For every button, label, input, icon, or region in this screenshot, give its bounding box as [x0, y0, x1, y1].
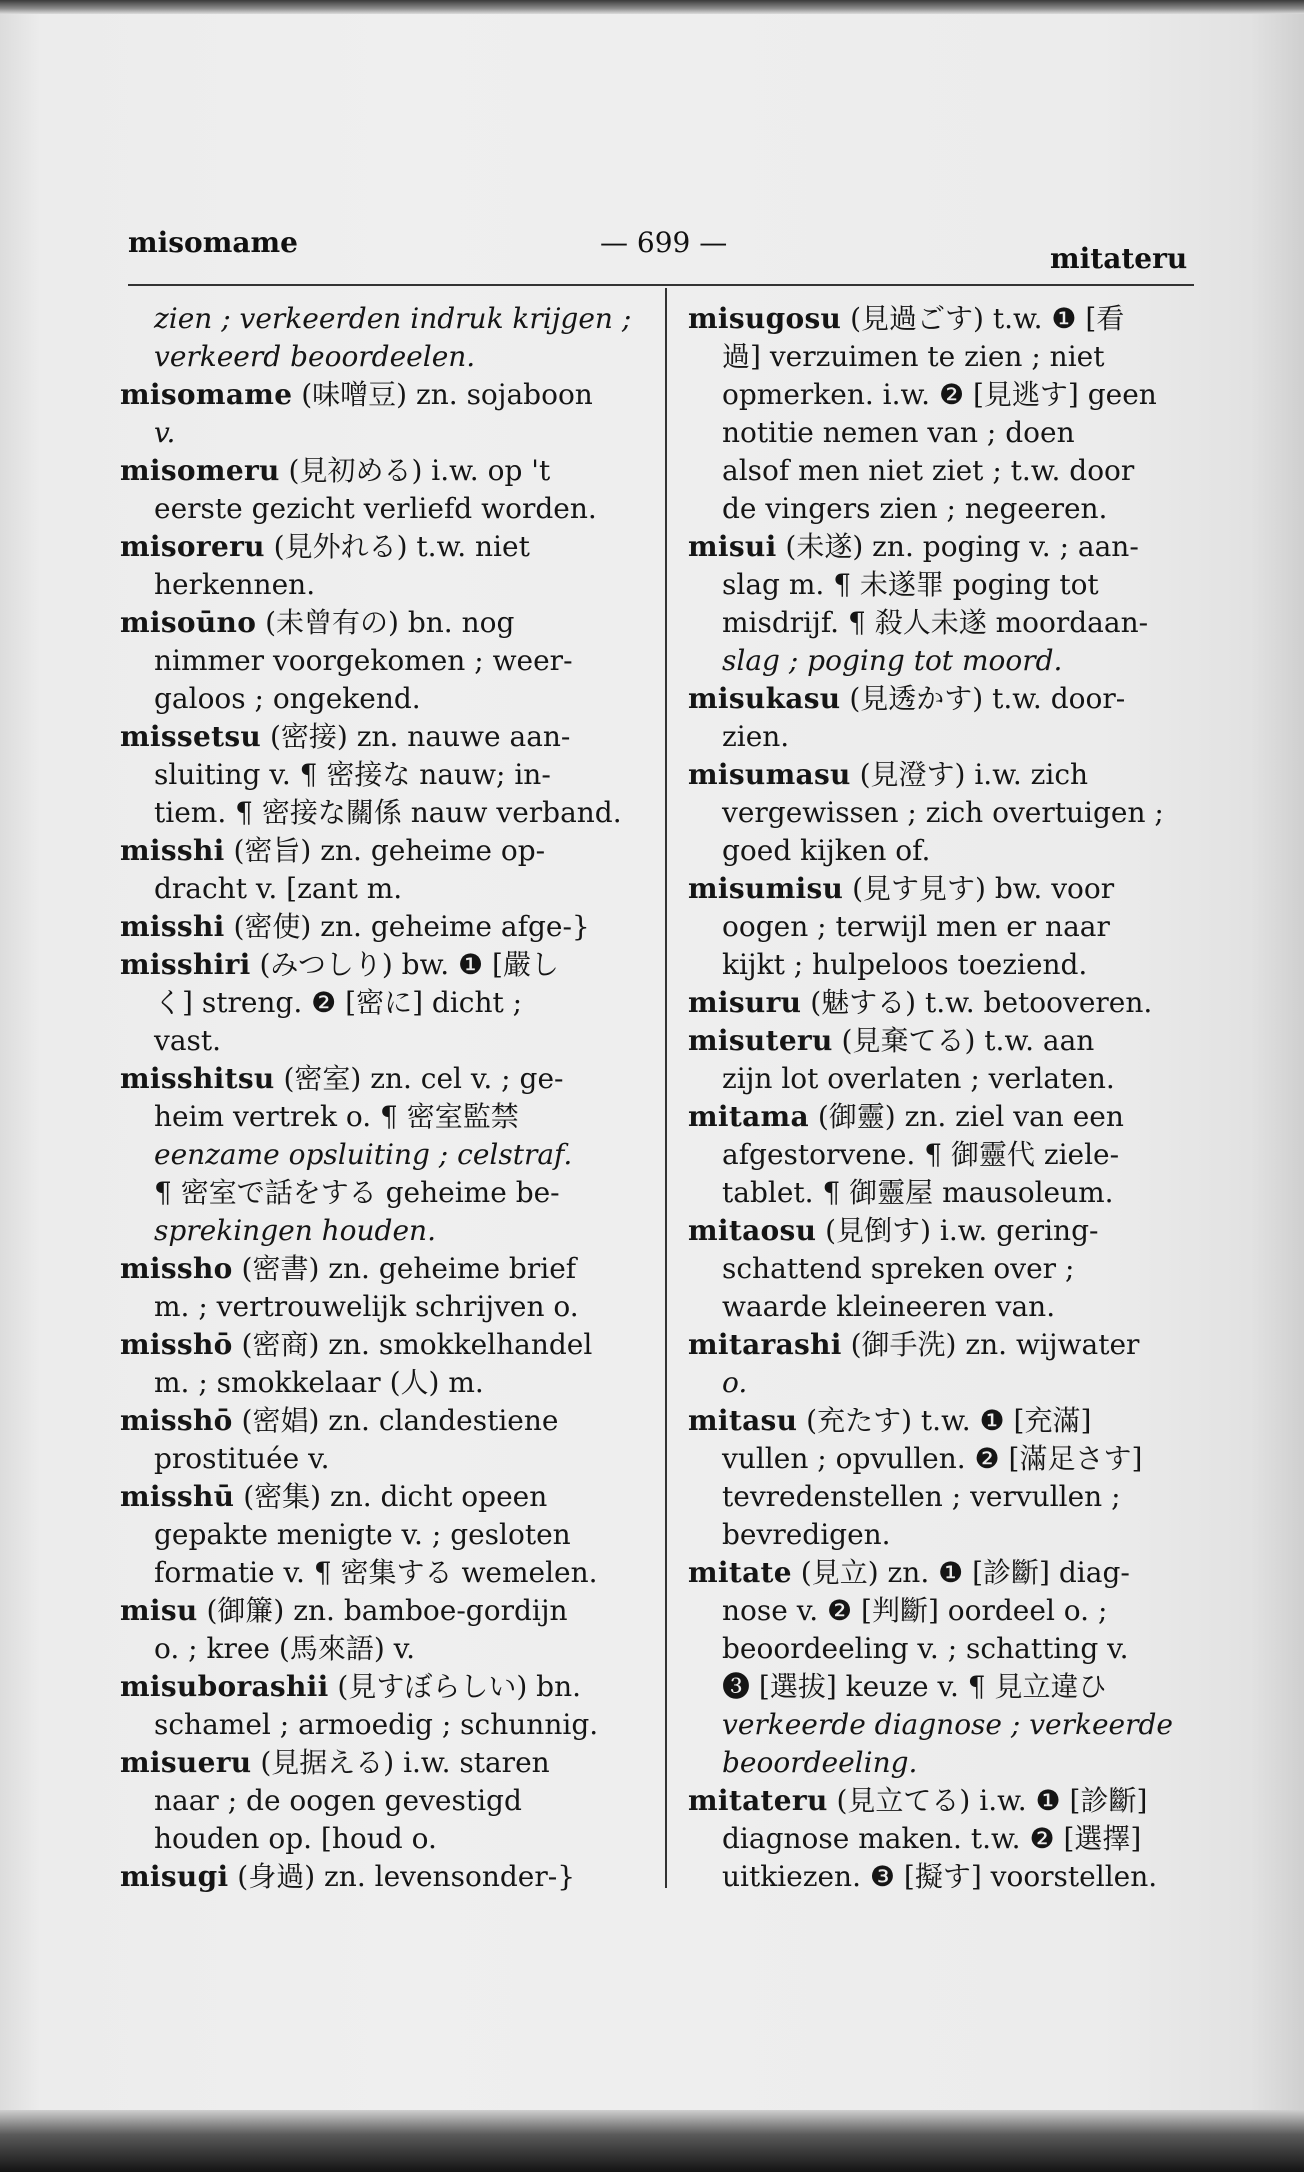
definition-text: gepakte menigte v. ; gesloten — [154, 1518, 571, 1551]
entry-line — [120, 414, 648, 452]
running-head-right: mitateru — [1050, 242, 1188, 275]
entry-line — [120, 794, 648, 832]
definition-text: (見倒す) i.w. gering- — [816, 1214, 1099, 1247]
definition-text: (見立てる) i.w. ❶ [診斷] — [827, 1784, 1148, 1817]
headword: misukasu — [688, 682, 841, 715]
definition-text: vast. — [154, 1024, 222, 1057]
entry-line — [120, 1440, 648, 1478]
definition-text: く] streng. ❷ [密に] dicht ; — [154, 986, 523, 1019]
headword: misu — [120, 1594, 198, 1627]
entry-line — [120, 1630, 648, 1668]
definition-text: (みつしり) bw. ❶ [嚴し — [250, 948, 559, 981]
entry-line — [120, 1592, 648, 1630]
headword: misomame — [120, 378, 293, 411]
definition-text: (密使) zn. geheime afge-} — [224, 910, 590, 943]
entry-line — [120, 756, 648, 794]
entry-line — [120, 680, 648, 718]
headword: misui — [688, 530, 777, 563]
definition-text: opmerken. i.w. ❷ [見逃す] geen — [722, 378, 1157, 411]
headword: misoreru — [120, 530, 265, 563]
definition-text: (見すぼらしい) bn. — [328, 1670, 582, 1703]
entry-line — [120, 642, 648, 680]
definition-text: alsof men niet ziet ; t.w. door — [722, 454, 1135, 487]
definition-text: 過] verzuimen te zien ; niet — [722, 340, 1105, 373]
entry-line — [688, 1630, 1204, 1668]
definition-text: (御簾) zn. bamboe-gordijn — [197, 1594, 568, 1627]
headword: misoūno — [120, 606, 257, 639]
entry-line — [120, 1706, 648, 1744]
definition-text: (密書) zn. geheime brief — [232, 1252, 577, 1285]
definition-text: (御靈) zn. ziel van een — [808, 1100, 1124, 1133]
definition-text: schattend spreken over ; — [722, 1252, 1075, 1285]
headword: mitate — [688, 1556, 792, 1589]
entry-line — [120, 946, 648, 984]
entry-line — [688, 452, 1204, 490]
definition-text: vullen ; opvullen. ❷ [滿足さす] — [722, 1442, 1143, 1475]
entry-line — [688, 1668, 1204, 1706]
left-column — [120, 300, 648, 1896]
definition-text: zijn lot overlaten ; verlaten. — [722, 1062, 1115, 1095]
definition-text: o. ; kree (馬來語) v. — [154, 1632, 416, 1665]
definition-text: formatie v. ¶ 密集する wemelen. — [154, 1556, 598, 1589]
column-divider — [665, 288, 667, 1888]
headword: misshō — [120, 1404, 233, 1437]
entry-line — [688, 642, 1204, 680]
entry-line — [688, 718, 1204, 756]
entry-line — [688, 1288, 1204, 1326]
definition-text: houden op. [houd o. — [154, 1822, 437, 1855]
definition-text: ❸ [選拔] keuze v. ¶ 見立違ひ — [722, 1670, 1107, 1703]
definition-text: afgestorvene. ¶ 御靈代 ziele- — [722, 1138, 1120, 1171]
page-bottom-shadow — [0, 2110, 1304, 2172]
definition-text: sluiting v. ¶ 密接な nauw; in- — [154, 758, 551, 791]
headword: mitaosu — [688, 1214, 817, 1247]
headword: misumisu — [688, 872, 844, 905]
definition-text: verkeerde diagnose ; verkeerde — [722, 1708, 1173, 1741]
definition-text: (身過) zn. levensonder-} — [228, 1860, 576, 1893]
definition-text: uitkiezen. ❸ [擬す] voorstellen. — [722, 1860, 1158, 1893]
entry-line — [688, 870, 1204, 908]
definition-text: (密商) zn. smokkelhandel — [232, 1328, 593, 1361]
right-column — [688, 300, 1204, 1896]
definition-text: (魅する) t.w. betooveren. — [801, 986, 1153, 1019]
entry-line — [688, 794, 1204, 832]
entry-line — [688, 490, 1204, 528]
entry-line — [688, 1250, 1204, 1288]
entry-line — [688, 908, 1204, 946]
headword: misumasu — [688, 758, 851, 791]
definition-text: nose v. ❷ [判斷] oordeel o. ; — [722, 1594, 1108, 1627]
definition-text: tiem. ¶ 密接な關係 nauw verband. — [154, 796, 622, 829]
definition-text: o. — [722, 1366, 748, 1399]
definition-text: (密集) zn. dicht opeen — [234, 1480, 548, 1513]
entry-line — [120, 984, 648, 1022]
entry-line — [120, 376, 648, 414]
page-top-shadow — [0, 0, 1304, 14]
running-head-left: misomame — [128, 226, 298, 259]
definition-text: herkennen. — [154, 568, 316, 601]
entry-line — [688, 1744, 1204, 1782]
entry-line — [120, 1098, 648, 1136]
headword: misueru — [120, 1746, 252, 1779]
definition-text: misdrijf. ¶ 殺人未遂 moordaan- — [722, 606, 1149, 639]
definition-text: eerste gezicht verliefd worden. — [154, 492, 597, 525]
headword: misshi — [120, 910, 225, 943]
definition-text: goed kijken of. — [722, 834, 931, 867]
entry-line — [120, 1136, 648, 1174]
entry-line — [688, 680, 1204, 718]
entry-line — [120, 528, 648, 566]
entry-line — [120, 1516, 648, 1554]
entry-line — [688, 1326, 1204, 1364]
definition-text: sprekingen houden. — [154, 1214, 436, 1247]
entry-line — [688, 1060, 1204, 1098]
entry-line — [688, 1022, 1204, 1060]
headword: misshi — [120, 834, 225, 867]
definition-text: m. ; smokkelaar (人) m. — [154, 1366, 484, 1399]
entry-line — [120, 908, 648, 946]
definition-text: zien ; verkeerden indruk krijgen ; — [154, 302, 632, 335]
entry-line — [120, 1288, 648, 1326]
definition-text: (充たす) t.w. ❶ [充滿] — [797, 1404, 1092, 1437]
entry-line — [688, 1782, 1204, 1820]
definition-text: (密旨) zn. geheime op- — [224, 834, 546, 867]
entry-line — [688, 376, 1204, 414]
entry-line — [120, 832, 648, 870]
definition-text: beoordeeling. — [722, 1746, 918, 1779]
definition-text: (味噌豆) zn. sojaboon — [292, 378, 593, 411]
entry-line — [120, 1782, 648, 1820]
entry-line — [688, 1706, 1204, 1744]
headword: misuru — [688, 986, 802, 1019]
headword: missetsu — [120, 720, 262, 753]
entry-line — [120, 1250, 648, 1288]
entry-line — [688, 300, 1204, 338]
entry-line — [120, 604, 648, 642]
entry-line — [120, 870, 648, 908]
entry-line — [688, 414, 1204, 452]
entry-line — [120, 1174, 648, 1212]
entry-line — [688, 1858, 1204, 1896]
entry-line — [120, 1554, 648, 1592]
entry-line — [688, 1516, 1204, 1554]
headword: mitasu — [688, 1404, 798, 1437]
entry-line — [688, 832, 1204, 870]
headword: misugosu — [688, 302, 842, 335]
entry-line — [688, 1136, 1204, 1174]
entry-line — [120, 1668, 648, 1706]
definition-text: (見澄す) i.w. zich — [850, 758, 1089, 791]
definition-text: waarde kleineeren van. — [722, 1290, 1056, 1323]
definition-text: (見過ごす) t.w. ❶ [看 — [841, 302, 1125, 335]
definition-text: dracht v. [zant m. — [154, 872, 403, 905]
entry-line — [688, 1098, 1204, 1136]
entry-line — [688, 756, 1204, 794]
entry-line — [120, 718, 648, 756]
definition-text: diagnose maken. t.w. ❷ [選擇] — [722, 1822, 1142, 1855]
definition-text: (見据える) i.w. staren — [251, 1746, 550, 1779]
entry-line — [120, 1402, 648, 1440]
definition-text: nimmer voorgekomen ; weer- — [154, 644, 573, 677]
definition-text: v. — [154, 416, 176, 449]
definition-text: bevredigen. — [722, 1518, 891, 1551]
definition-text: ¶ 密室で話をする geheime be- — [154, 1176, 560, 1209]
entry-line — [688, 1440, 1204, 1478]
headword: misshō — [120, 1328, 233, 1361]
headword: misugi — [120, 1860, 229, 1893]
definition-text: schamel ; armoedig ; schunnig. — [154, 1708, 599, 1741]
definition-text: prostituée v. — [154, 1442, 330, 1475]
headword: misshiri — [120, 948, 251, 981]
entry-line — [120, 1478, 648, 1516]
definition-text: slag m. ¶ 未遂罪 poging tot — [722, 568, 1099, 601]
definition-text: zien. — [722, 720, 790, 753]
entry-line — [120, 1820, 648, 1858]
entry-line — [688, 1212, 1204, 1250]
headword: misuteru — [688, 1024, 833, 1057]
definition-text: eenzame opsluiting ; celstraf. — [154, 1138, 573, 1171]
definition-text: (御手洗) zn. wijwater — [841, 1328, 1140, 1361]
definition-text: tevredenstellen ; vervullen ; — [722, 1480, 1121, 1513]
definition-text: (密室) zn. cel v. ; ge- — [274, 1062, 564, 1095]
entry-line — [688, 984, 1204, 1022]
definition-text: tablet. ¶ 御靈屋 mausoleum. — [722, 1176, 1114, 1209]
definition-text: (見外れる) t.w. niet — [264, 530, 530, 563]
entry-line — [120, 566, 648, 604]
entry-line — [120, 1858, 648, 1896]
entry-line — [688, 338, 1204, 376]
definition-text: galoos ; ongekend. — [154, 682, 421, 715]
definition-text: (密娼) zn. clandestiene — [232, 1404, 559, 1437]
definition-text: kijkt ; hulpeloos toeziend. — [722, 948, 1088, 981]
entry-line — [688, 528, 1204, 566]
definition-text: naar ; de oogen gevestigd — [154, 1784, 522, 1817]
header-rule — [128, 284, 1194, 286]
definition-text: (見立) zn. ❶ [診斷] diag- — [791, 1556, 1130, 1589]
definition-text: heim vertrek o. ¶ 密室監禁 — [154, 1100, 519, 1133]
entry-line — [120, 490, 648, 528]
definition-text: (見初める) i.w. op 't — [279, 454, 551, 487]
definition-text: verkeerd beoordeelen. — [154, 340, 476, 373]
entry-line — [120, 1744, 648, 1782]
entry-line — [120, 300, 648, 338]
headword: misomeru — [120, 454, 280, 487]
entry-line — [120, 1060, 648, 1098]
entry-line — [688, 566, 1204, 604]
definition-text: notitie nemen van ; doen — [722, 416, 1075, 449]
definition-text: vergewissen ; zich overtuigen ; — [722, 796, 1164, 829]
definition-text: beoordeeling v. ; schatting v. — [722, 1632, 1129, 1665]
headword: misuborashii — [120, 1670, 329, 1703]
entry-line — [688, 946, 1204, 984]
definition-text: (未曾有の) bn. nog — [256, 606, 515, 639]
definition-text: oogen ; terwijl men er naar — [722, 910, 1110, 943]
entry-line — [120, 338, 648, 376]
page-number: — 699 — — [600, 226, 728, 259]
entry-line — [688, 1478, 1204, 1516]
headword: missho — [120, 1252, 233, 1285]
entry-line — [688, 1402, 1204, 1440]
definition-text: (未遂) zn. poging v. ; aan- — [776, 530, 1139, 563]
entry-line — [688, 1554, 1204, 1592]
entry-line — [688, 1174, 1204, 1212]
definition-text: (密接) zn. nauwe aan- — [261, 720, 571, 753]
headword: mitateru — [688, 1784, 828, 1817]
headword: mitarashi — [688, 1328, 842, 1361]
headword: mitama — [688, 1100, 809, 1133]
entry-line — [120, 1326, 648, 1364]
definition-text: m. ; vertrouwelijk schrijven o. — [154, 1290, 579, 1323]
definition-text: slag ; poging tot moord. — [722, 644, 1063, 677]
entry-line — [120, 1364, 648, 1402]
definition-text: (見す見す) bw. voor — [843, 872, 1115, 905]
entry-line — [688, 1364, 1204, 1402]
definition-text: (見棄てる) t.w. aan — [832, 1024, 1095, 1057]
entry-line — [688, 1820, 1204, 1858]
entry-line — [688, 604, 1204, 642]
entry-line — [120, 1212, 648, 1250]
definition-text: de vingers zien ; negeeren. — [722, 492, 1108, 525]
entry-line — [120, 1022, 648, 1060]
entry-line — [120, 452, 648, 490]
definition-text: (見透かす) t.w. door- — [840, 682, 1126, 715]
headword: misshitsu — [120, 1062, 275, 1095]
headword: misshū — [120, 1480, 235, 1513]
entry-line — [688, 1592, 1204, 1630]
